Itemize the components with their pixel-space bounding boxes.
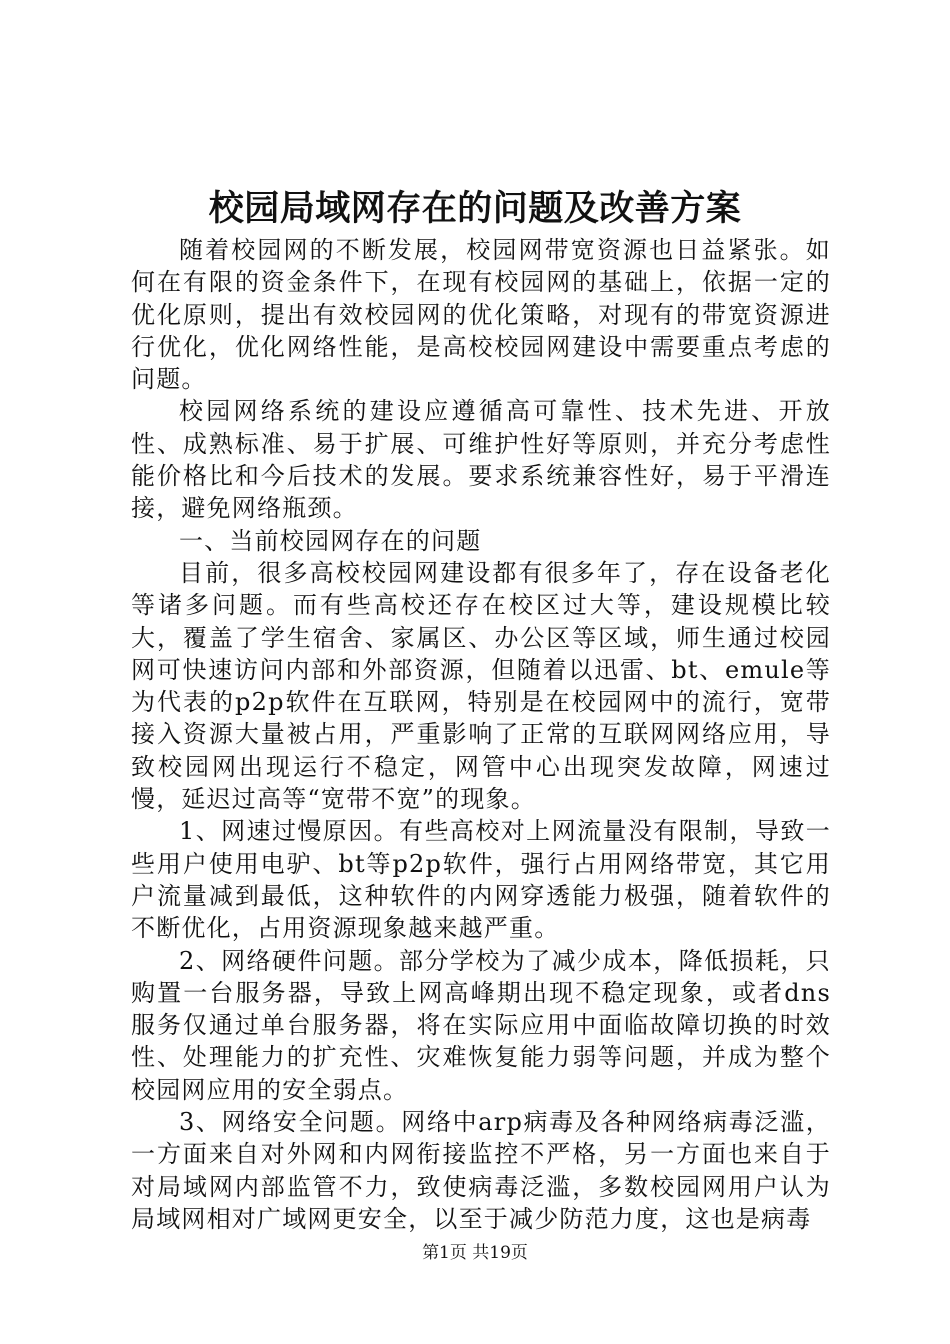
- paragraph-hardware: 2、网络硬件问题。部分学校为了减少成本，降低损耗，只购置一台服务器，导致上网高峰期出现不稳定现象，或者dns服务仅通过单台服务器，将在实际应用中面临故障切换的时效性、处理能力的扩充性、灾难恢复能力弱等问题，并成为整个校园网应用的安全弱点。: [131, 946, 831, 1104]
- paragraph-slow-network: 1、网速过慢原因。有些高校对上网流量没有限制，导致一些用户使用电驴、bt等p2p软件，强行占用网络带宽，其它用户流量减到最低，这种软件的内网穿透能力极强，随着软件的不断优化，占用资源现象越来越严重。: [131, 817, 831, 943]
- paragraph-security: 3、网络安全问题。网络中arp病毒及各种网络病毒泛滥，一方面来自对外网和内网衔接监控不严格，另一方面也来自于对局域网内部监管不力，致使病毒泛滥，多数校园网用户认为局域网相对广域网更安全，以至于减少防范力度，这也是病毒: [131, 1108, 831, 1233]
- section-heading-problems: 一、当前校园网存在的问题: [179, 526, 482, 555]
- paragraph-intro: 随着校园网的不断发展，校园网带宽资源也日益紧张。如何在有限的资金条件下，在现有校园网的基础上，依据一定的优化原则，提出有效校园网的优化策略，对现有的带宽资源进行优化，优化网络性能，是高校校园网建设中需要重点考虑的问题。: [131, 236, 831, 394]
- document-title: 校园局域网存在的问题及改善方案: [208, 189, 742, 229]
- page-footer: 第1页 共19页: [422, 1243, 528, 1263]
- paragraph-current-status: 目前，很多高校校园网建设都有很多年了，存在设备老化等诸多问题。而有些高校还存在校区过大等，建设规模比较大，覆盖了学生宿舍、家属区、办公区等区域，师生通过校园网可快速访问内部和外部资源，但随着以迅雷、bt、emule等为代表的p2p软件在互联网，特别是在校园网中的流行，宽带接入资源大量被占用，严重影响了正常的互联网网络应用，导致校园网出现运行不稳定，网管中心出现突发故障，网速过慢，延迟过高等“宽带不宽”的现象。: [131, 558, 831, 814]
- document-body: [131, 234, 831, 1235]
- paragraph-principles: 校园网络系统的建设应遵循高可靠性、技术先进、开放性、成熟标准、易于扩展、可维护性好等原则，并充分考虑性能价格比和今后技术的发展。要求系统兼容性好，易于平滑连接，避免网络瓶颈。: [131, 397, 831, 523]
